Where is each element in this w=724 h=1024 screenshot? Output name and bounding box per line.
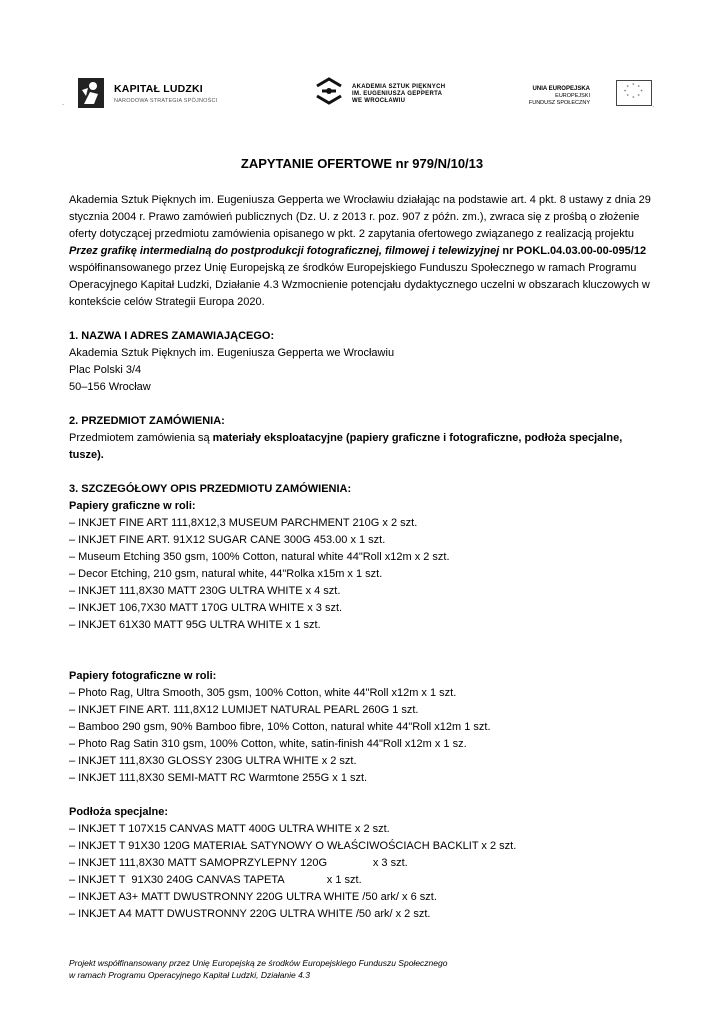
list-item: – Decor Etching, 210 gsm, natural white, 44"Rolka x15m x 1 szt.	[69, 568, 383, 580]
asp-line-1: AKADEMIA SZTUK PIĘKNYCH	[352, 84, 446, 90]
list-item: – Photo Rag, Ultra Smooth, 305 gsm, 100% Cotton, white 44"Roll x12m x 1 szt.	[69, 687, 457, 699]
address-line: Akademia Sztuk Pięknych im. Eugeniusza Gepperta we Wrocławiu	[69, 347, 395, 359]
list-item: – INKJET T 91X30 240G CANVAS TAPETA x 1 szt.	[69, 874, 362, 886]
page-footer	[69, 957, 447, 981]
asp-line-3: WE WROCŁAWIU	[352, 98, 406, 104]
kapital-ludzki-mark-icon	[76, 76, 106, 110]
ue-title: UNIA EUROPEJSKA	[532, 86, 590, 92]
list-item: – Museum Etching 350 gsm, 100% Cotton, natural white 44"Roll x12m x 2 szt.	[69, 551, 450, 563]
list-item: – INKJET FINE ART. 91X12 SUGAR CANE 300G 453.00 x 1 szt.	[69, 534, 386, 546]
foto-heading: Papiery fotograficzne w roli:	[69, 670, 217, 682]
svg-text:*: *	[623, 90, 627, 95]
list-item: – INKJET 111,8X30 SEMI-MATT RC Warmtone 255G x 1 szt.	[69, 772, 368, 784]
list-item: – INKJET 111,8X30 GLOSSY 230G ULTRA WHITE x 2 szt.	[69, 755, 357, 767]
page-title: ZAPYTANIE OFERTOWE nr 979/N/10/13	[240, 156, 484, 171]
list-item: – INKJET 61X30 MATT 95G ULTRA WHITE x 1 szt.	[69, 619, 321, 631]
asp-line-2: IM. EUGENIUSZA GEPPERTA	[352, 91, 443, 97]
list-item: – INKJET T 107X15 CANVAS MATT 400G ULTRA WHITE x 2 szt.	[69, 823, 390, 835]
ue-line-1: EUROPEJSKI	[555, 93, 590, 99]
address-line: Plac Polski 3/4	[69, 364, 142, 376]
graficzne-heading: Papiery graficzne w roli:	[69, 500, 196, 512]
list-item: – INKJET 106,7X30 MATT 170G ULTRA WHITE x 3 szt.	[69, 602, 343, 614]
podloza-heading: Podłoża specjalne:	[69, 806, 169, 818]
list-item: – INKJET FINE ART 111,8X12,3 MUSEUM PARCHMENT 210G x 2 szt.	[69, 517, 418, 529]
list-item: – INKJET T 91X30 120G MATERIAŁ SATYNOWY O WŁAŚCIWOŚCIACH BACKLIT x 2 szt.	[69, 840, 517, 852]
section-2-heading: 2. PRZEDMIOT ZAMÓWIENIA:	[69, 415, 225, 427]
svg-text:*: *	[626, 94, 629, 100]
kapital-ludzki-title: KAPITAŁ LUDZKI	[114, 83, 203, 95]
svg-text:*: *	[626, 85, 629, 91]
list-item: – INKJET FINE ART. 111,8X12 LUMIJET NATURAL PEARL 260G 1 szt.	[69, 704, 419, 716]
asp-mark-icon	[314, 76, 344, 106]
list-item: – INKJET A4 MATT DWUSTRONNY 220G ULTRA WHITE /50 ark/ x 2 szt.	[69, 908, 431, 920]
footer-line-2: w ramach Programu Operacyjnego Kapitał Ludzki, Działanie 4.3	[69, 970, 310, 980]
svg-text:*: *	[637, 85, 641, 91]
intro-paragraph: Akademia Sztuk Pięknych im. Eugeniusza Gepperta we Wrocławiu działając na podstawie art. 4 pkt. 8 ustawy z dnia 29 stycznia 2004 r. Prawo zamówień publicznych (Dz. U. z 2013 r. poz. 907 z późn. zm.), zwraca się z prośbą o złożenie oferty dotyczącej przedmiotu zamówienia opisanego w pkt. 2 zapytania ofertowego związanego z realizacją projektu Przez grafikę intermedialną do postprodukcji fotograficznej, filmowej i telewizyjnej nr POKL.04.03.00-00-095/12 współfinansowanego przez Unię Europejską ze środków Europejskiego Funduszu Społecznego w ramach Programu Operacyjnego Kapitał Ludzki, Działanie 4.3 Wzmocnienie potencjału dydaktycznego uczelni w obszarach kluczowych w kontekście celów Strategii Europa 2020.	[69, 194, 651, 308]
svg-text:*: *	[637, 94, 641, 100]
section-2-text: Przedmiotem zamówienia są materiały eksploatacyjne (papiery graficzne i fotograficzne, podłoża specjalne, tusze).	[69, 432, 623, 461]
ue-line-2: FUNDUSZ SPOŁECZNY	[528, 100, 590, 106]
kapital-ludzki-logo: . KAPITAŁ LUDZKI NARODOWA STRATEGIA SPÓJNOŚCI	[62, 74, 222, 114]
footer-line-1: Projekt współfinansowany przez Unię Europejską ze środków Europejskiego Funduszu Społecznego	[69, 958, 448, 968]
svg-text:*: *	[632, 96, 635, 102]
address-line: 50–156 Wrocław	[69, 381, 151, 393]
svg-text:*: *	[632, 83, 635, 89]
eu-flag-icon	[616, 80, 652, 106]
list-item: – INKJET A3+ MATT DWUSTRONNY 220G ULTRA WHITE /50 ark/ x 6 szt.	[69, 891, 437, 903]
project-number: nr POKL.04.03.00-00-095/12	[499, 245, 647, 257]
project-title: Przez grafikę intermedialną do postprodukcji fotograficznej, filmowej i telewizyjnej	[69, 245, 500, 257]
document-body	[69, 192, 659, 923]
svg-text:*: *	[640, 90, 643, 95]
document-header	[0, 70, 724, 120]
ue-logo: UNIA EUROPEJSKA EUROPEJSKI FUNDUSZ SPOŁECZNY * * * * * * * * .	[540, 80, 660, 120]
list-item: – Bamboo 290 gsm, 90% Bamboo fibre, 10% Cotton, natural white 44"Roll x12m 1 szt.	[69, 721, 491, 733]
list-item: – Photo Rag Satin 310 gsm, 100% Cotton, white, satin-finish 44"Roll x12m x 1 sz.	[69, 738, 467, 750]
kapital-ludzki-subtitle: NARODOWA STRATEGIA SPÓJNOŚCI	[114, 98, 218, 104]
section-3-heading: 3. SZCZEGÓŁOWY OPIS PRZEDMIOTU ZAMÓWIENIA:	[69, 483, 352, 495]
asp-logo	[314, 76, 484, 116]
list-item: – INKJET 111,8X30 MATT 230G ULTRA WHITE x 4 szt.	[69, 585, 341, 597]
list-item: – INKJET 111,8X30 MATT SAMOPRZYLEPNY 120G x 3 szt.	[69, 857, 408, 869]
section-1-heading: 1. NAZWA I ADRES ZAMAWIAJĄCEGO:	[69, 330, 275, 342]
